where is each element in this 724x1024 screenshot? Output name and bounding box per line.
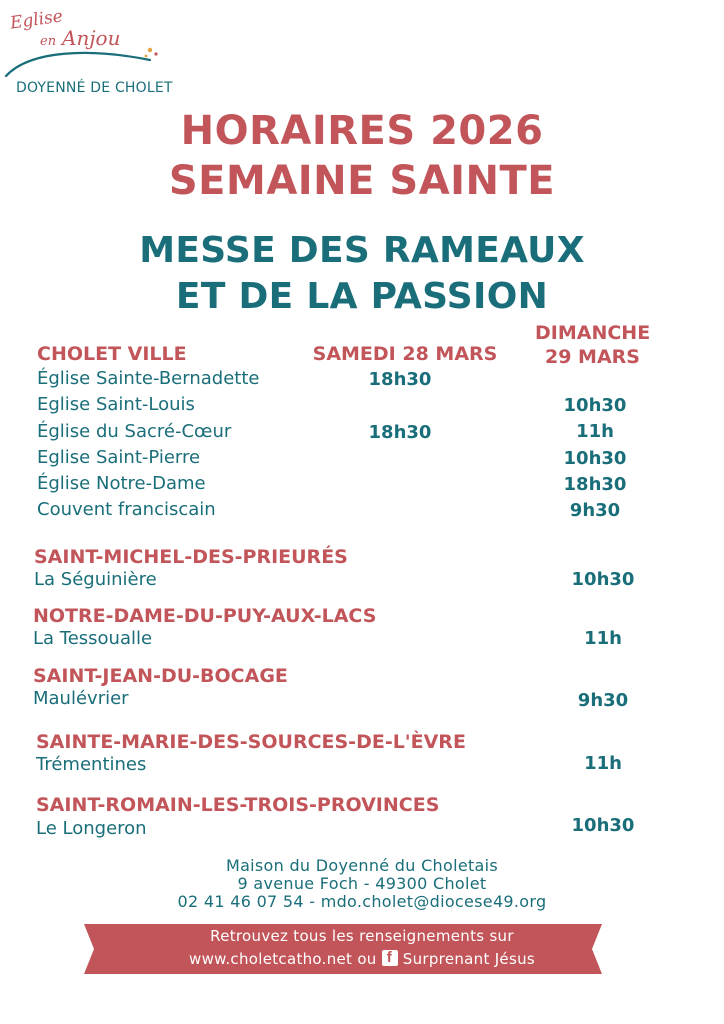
church-name: Église du Sacré-Cœur xyxy=(37,421,232,442)
title-semaine-sainte: SEMAINE SAINTE xyxy=(168,158,556,204)
sunday-time: 10h30 xyxy=(571,569,635,590)
sunday-time: 11h xyxy=(576,421,614,442)
sunday-time: 9h30 xyxy=(577,690,629,711)
saturday-time: 18h30 xyxy=(368,369,432,390)
section-title-cholet-ville: CHOLET VILLE xyxy=(37,343,187,365)
subtitle-messe-rameaux: MESSE DES RAMEAUX xyxy=(139,230,585,271)
logo-word-anjou: Anjou xyxy=(62,26,121,50)
column-header-sunday xyxy=(535,321,650,369)
contact-address: 9 avenue Foch - 49300 Cholet xyxy=(237,874,487,893)
column-header-sunday-line2: 29 MARS xyxy=(545,346,640,368)
church-name: Eglise Saint-Pierre xyxy=(37,447,201,468)
subtitle-passion: ET DE LA PASSION xyxy=(175,276,549,317)
banner-line2 xyxy=(0,950,724,968)
parish-place: Trémentines xyxy=(36,754,147,775)
logo-word-en: en xyxy=(40,34,57,49)
parish-title: SAINT-JEAN-DU-BOCAGE xyxy=(33,665,288,687)
church-name: Église Sainte-Bernadette xyxy=(37,368,260,389)
parish-place: Maulévrier xyxy=(33,688,129,709)
parish-title: SAINT-MICHEL-DES-PRIEURÉS xyxy=(34,546,348,568)
sunday-time: 10h30 xyxy=(563,448,627,469)
title-horaires: HORAIRES 2026 xyxy=(180,108,544,154)
logo-subtitle: DOYENNÉ DE CHOLET xyxy=(16,80,173,96)
sunday-time: 11h xyxy=(584,628,622,649)
logo-swoosh-icon xyxy=(0,40,170,80)
column-header-sunday-line1: DIMANCHE xyxy=(535,322,651,344)
saturday-time: 18h30 xyxy=(368,422,432,443)
parish-place: La Séguinière xyxy=(34,569,157,590)
parish-place: La Tessoualle xyxy=(33,628,153,649)
banner-line1: Retrouvez tous les renseignements sur xyxy=(210,927,514,945)
church-name: Eglise Saint-Louis xyxy=(37,394,195,415)
parish-title: SAINT-ROMAIN-LES-TROIS-PROVINCES xyxy=(36,794,440,816)
church-name: Église Notre-Dame xyxy=(37,473,206,494)
sunday-time: 18h30 xyxy=(563,474,627,495)
contact-phone-email: 02 41 46 07 54 - mdo.cholet@diocese49.org xyxy=(177,892,547,911)
sunday-time: 11h xyxy=(584,753,622,774)
parish-title: SAINTE-MARIE-DES-SOURCES-DE-L'ÈVRE xyxy=(36,731,466,753)
parish-title: NOTRE-DAME-DU-PUY-AUX-LACS xyxy=(33,605,377,627)
facebook-page-link[interactable]: Surprenant Jésus xyxy=(402,950,535,968)
sunday-time: 10h30 xyxy=(563,395,627,416)
logo xyxy=(0,0,180,100)
facebook-icon: f xyxy=(382,950,398,966)
banner-connector: ou xyxy=(357,950,377,968)
sunday-time: 10h30 xyxy=(571,815,635,836)
logo-word-eglise: Eglise xyxy=(8,6,65,34)
church-name: Couvent franciscain xyxy=(37,499,216,520)
sunday-time: 9h30 xyxy=(569,500,621,521)
parish-place: Le Longeron xyxy=(36,818,147,839)
contact-house: Maison du Doyenné du Choletais xyxy=(225,856,499,875)
website-link[interactable]: www.choletcatho.net xyxy=(189,950,353,968)
column-header-saturday: SAMEDI 28 MARS xyxy=(312,343,498,365)
